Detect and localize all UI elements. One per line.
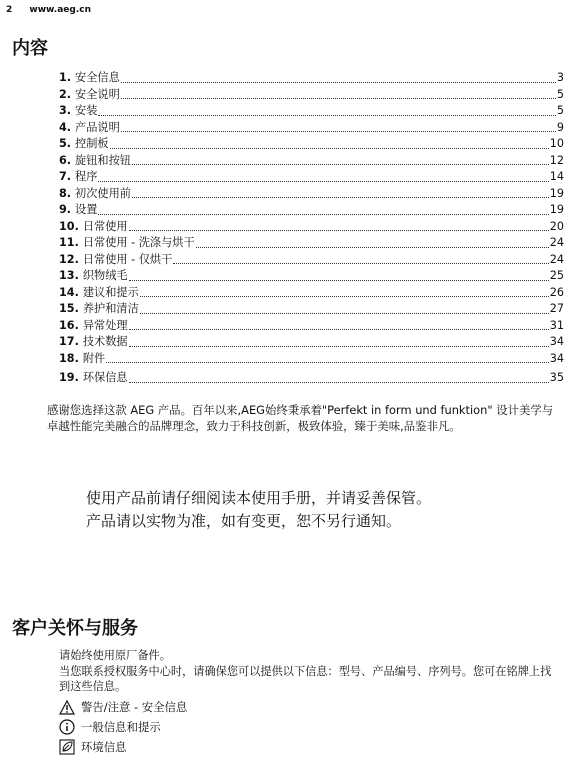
toc-row[interactable] xyxy=(59,136,564,153)
toc-label: 产品说明 xyxy=(75,120,120,134)
toc-number: 1. xyxy=(59,71,72,84)
toc-page: 34 xyxy=(549,335,564,348)
toc-page: 34 xyxy=(549,351,564,365)
toc-row[interactable] xyxy=(59,268,564,285)
site-url: www.aeg.cn xyxy=(29,5,91,15)
toc-row[interactable] xyxy=(59,70,564,87)
toc-label: 程序 xyxy=(75,170,98,183)
toc-leader xyxy=(196,246,549,248)
toc-label: 附件 xyxy=(82,351,106,365)
notice-line-1: 使用产品前请仔细阅读本使用手册，并请妥善保管。 xyxy=(86,489,432,507)
toc-number: 2. xyxy=(59,87,72,101)
page-number: 2 xyxy=(6,5,13,15)
toc-number: 7. xyxy=(59,170,72,183)
care-title: 客户关怀与服务 xyxy=(12,618,138,639)
thanks-paragraph: 感谢您选择这款 AEG 产品。百年以来,AEG始终秉承着"Perfekt in form und funktion" 设计美学与卓越性能完美融合的品牌理念，致力于科技创新，极致体验，臻于美味,品鉴非凡。 xyxy=(47,403,554,433)
toc-page: 27 xyxy=(549,302,564,315)
toc-row[interactable] xyxy=(59,351,564,368)
toc-number: 13. xyxy=(59,269,79,282)
toc-label: 技术数据 xyxy=(82,335,128,348)
legend-label: 警告/注意 - 安全信息 xyxy=(81,700,188,714)
toc-leader xyxy=(129,345,549,347)
toc-label: 日常使用 - 洗涤与烘干 xyxy=(82,236,195,249)
table-of-contents xyxy=(59,70,564,387)
toc-leader xyxy=(129,381,549,383)
toc-label: 旋钮和按钮 xyxy=(75,153,131,167)
toc-label: 安全说明 xyxy=(75,87,120,101)
toc-label: 初次使用前 xyxy=(75,186,131,200)
toc-label: 环保信息 xyxy=(82,371,128,384)
toc-leader xyxy=(121,97,556,99)
toc-row[interactable] xyxy=(59,169,564,186)
toc-page: 14 xyxy=(549,170,564,183)
toc-row[interactable] xyxy=(59,252,564,269)
toc-number: 5. xyxy=(59,137,72,150)
toc-leader xyxy=(106,361,549,363)
toc-row[interactable] xyxy=(59,202,564,219)
toc-number: 4. xyxy=(59,120,72,134)
toc-row[interactable] xyxy=(59,301,564,318)
toc-label: 安装 xyxy=(75,104,98,117)
usage-notice xyxy=(86,487,431,533)
notice-line-2: 产品请以实物为准，如有变更，恕不另行通知。 xyxy=(86,512,402,530)
info-circle-icon xyxy=(59,719,75,735)
toc-page: 3 xyxy=(556,71,564,84)
toc-label: 养护和清洁 xyxy=(82,302,139,315)
toc-number: 16. xyxy=(59,318,79,332)
toc-number: 9. xyxy=(59,203,72,216)
toc-label: 建议和提示 xyxy=(82,285,139,299)
toc-leader xyxy=(98,213,548,215)
toc-leader xyxy=(140,312,549,314)
care-paragraph-2: 当您联系授权服务中心时，请确保您可以提供以下信息：型号、产品编号、序列号。您可在铭牌上找到这些信息。 xyxy=(59,664,552,693)
toc-page: 31 xyxy=(549,318,564,332)
warning-triangle-icon xyxy=(59,700,75,715)
toc-label: 设置 xyxy=(75,203,98,216)
toc-title: 内容 xyxy=(12,38,48,59)
toc-row[interactable] xyxy=(59,153,564,170)
toc-number: 19. xyxy=(59,371,79,384)
legend-label: 一般信息和提示 xyxy=(81,720,161,734)
toc-page: 5 xyxy=(556,87,564,101)
toc-leader xyxy=(98,180,548,182)
toc-row[interactable] xyxy=(59,285,564,302)
toc-number: 14. xyxy=(59,285,79,299)
toc-label: 异常处理 xyxy=(82,318,128,332)
toc-row[interactable] xyxy=(59,120,564,137)
toc-number: 3. xyxy=(59,104,72,117)
care-paragraph-1: 请始终使用原厂备件。 xyxy=(59,649,171,662)
toc-number: 18. xyxy=(59,351,79,365)
legend-item-warning xyxy=(59,697,187,717)
toc-leader xyxy=(132,163,549,165)
toc-row[interactable] xyxy=(59,87,564,104)
toc-page: 26 xyxy=(549,285,564,299)
toc-page: 25 xyxy=(549,269,564,282)
leaf-icon xyxy=(59,739,75,755)
toc-leader xyxy=(129,229,549,231)
toc-row[interactable] xyxy=(59,219,564,236)
toc-page: 35 xyxy=(549,371,564,384)
toc-label: 日常使用 xyxy=(82,219,128,233)
legend-item-environment xyxy=(59,737,187,757)
legend-label: 环境信息 xyxy=(81,740,127,754)
toc-leader xyxy=(121,130,556,132)
toc-row[interactable] xyxy=(59,235,564,252)
toc-page: 10 xyxy=(549,137,564,150)
toc-page: 20 xyxy=(549,219,564,233)
toc-label: 控制板 xyxy=(75,137,109,150)
toc-row[interactable] xyxy=(59,103,564,120)
toc-label: 织物绒毛 xyxy=(82,269,128,282)
toc-page: 9 xyxy=(556,120,564,134)
toc-page: 19 xyxy=(549,186,564,200)
toc-number: 6. xyxy=(59,153,72,167)
toc-leader xyxy=(129,328,549,330)
toc-number: 8. xyxy=(59,186,72,200)
toc-leader xyxy=(121,81,556,83)
toc-leader xyxy=(132,196,549,198)
page-header xyxy=(6,5,91,15)
toc-leader xyxy=(129,279,549,281)
toc-row[interactable] xyxy=(59,186,564,203)
toc-number: 12. xyxy=(59,252,79,266)
toc-number: 11. xyxy=(59,236,79,249)
toc-leader xyxy=(140,295,549,297)
toc-page: 24 xyxy=(549,236,564,249)
toc-label: 日常使用 - 仅烘干 xyxy=(82,252,173,266)
toc-row[interactable] xyxy=(59,370,564,387)
toc-page: 12 xyxy=(549,153,564,167)
toc-label: 安全信息 xyxy=(75,71,120,84)
toc-leader xyxy=(110,147,549,149)
toc-page: 24 xyxy=(549,252,564,266)
toc-page: 5 xyxy=(556,104,564,117)
toc-row[interactable] xyxy=(59,334,564,351)
toc-number: 17. xyxy=(59,335,79,348)
toc-leader xyxy=(173,262,548,264)
toc-number: 15. xyxy=(59,302,79,315)
toc-leader xyxy=(98,114,555,116)
toc-row[interactable] xyxy=(59,318,564,335)
symbol-legend xyxy=(59,697,187,757)
toc-page: 19 xyxy=(549,203,564,216)
toc-number: 10. xyxy=(59,219,79,233)
care-section xyxy=(59,648,559,695)
legend-item-info xyxy=(59,717,187,737)
